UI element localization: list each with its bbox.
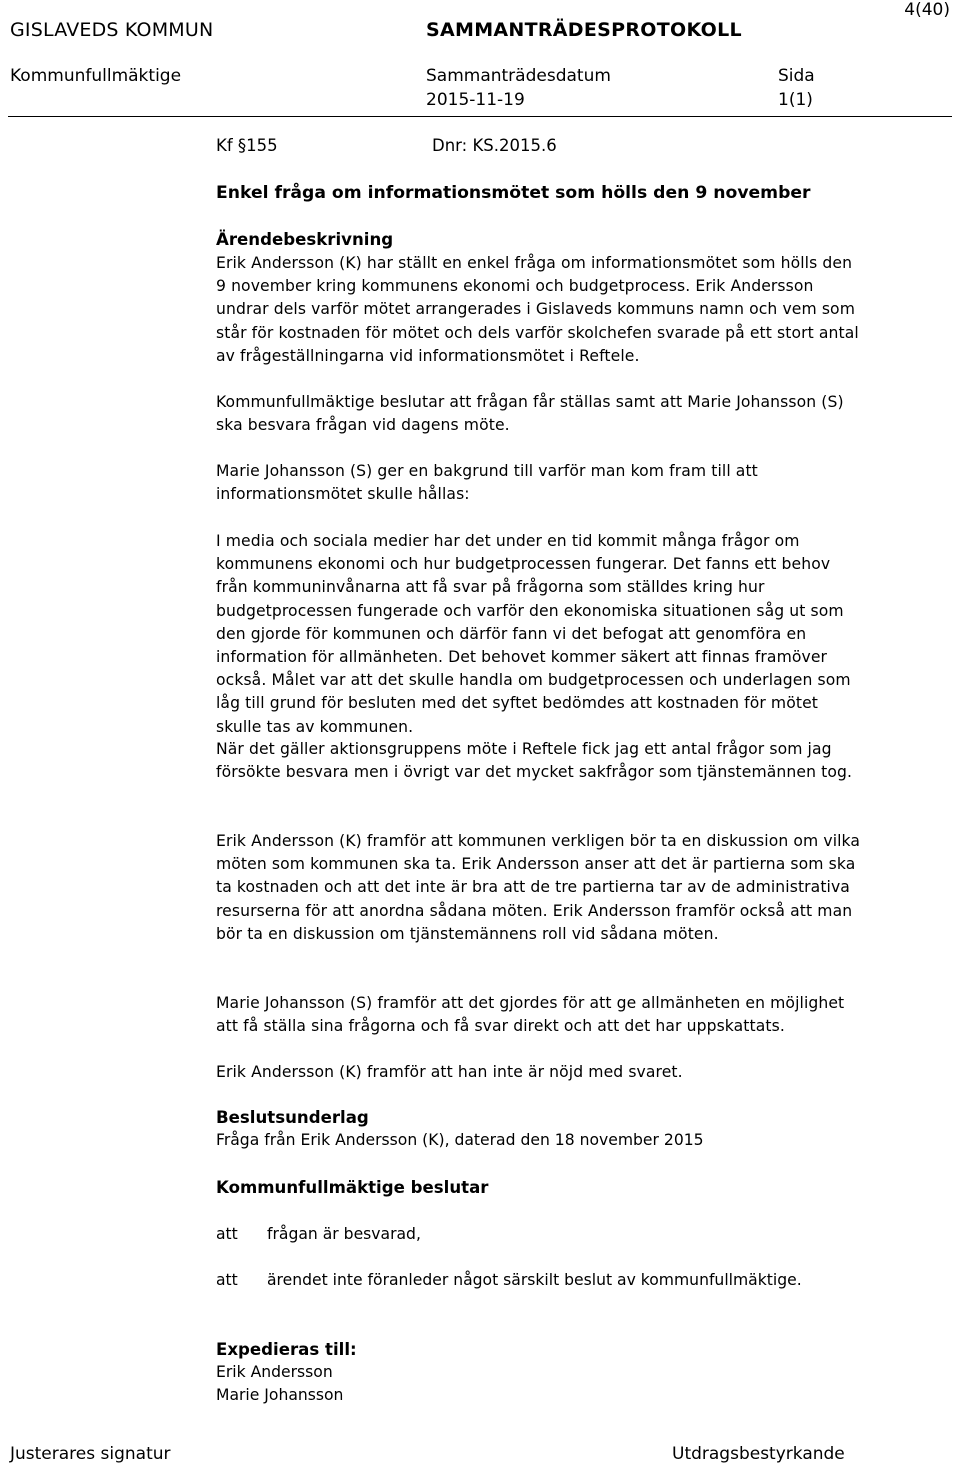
meeting-date-label: Sammanträdesdatum: [426, 66, 611, 86]
paragraph-text: Erik Andersson (K) har ställt en enkel fråga om informationsmötet som hölls den 9 november kring kommunens ekonomi och budgetprocess. Erik Andersson undrar dels varför mötet arrangerades i Gislaveds kommuns namn och vem som står för kostnaden för mötet och dels varför skolchefen svarade på ett stort antal av frågeställningarna vid informationsmötet i Reftele.: [216, 254, 859, 365]
paragraph-text: Marie Johansson (S) framför att det gjordes för att ge allmänheten en möjlighet att få ställa sina frågorna och få svar direkt och att det har uppskattats.: [216, 994, 845, 1036]
document-type: SAMMANTRÄDESPROTOKOLL: [426, 19, 742, 41]
meeting-date-value: 2015-11-19: [426, 90, 525, 110]
case-number: Kf §155: [216, 136, 278, 155]
dispatch-recipient: Erik Andersson: [216, 1363, 333, 1381]
paragraph-text: Kommunfullmäktige beslutar att frågan får ställas samt att Marie Johansson (S) ska besvara frågan vid dagens möte.: [216, 393, 844, 435]
body-label: Kommunfullmäktige: [10, 66, 182, 86]
paragraph-text: I media och sociala medier har det under en tid kommit många frågor om kommunens ekonomi och hur budgetprocessen fungerar. Det fanns ett behov från kommuninvånarna att få svar på frågorna som ställdes kring hur budgetprocessen fungerade och varför den ekonomiska situationen såg ut som den gjorde för kommunen och därför fann vi det befogat att genomföra en information för allmänheten. Det behovet kommer säkert att finnas framöver också. Målet var att det skulle handla om budgetprocessen och underlagen som låg till grund för besluten med det syftet bedömdes att kostnaden för mötet skulle tas av kommunen.: [216, 532, 851, 736]
description-paragraph-6: [216, 830, 866, 946]
page-label: Sida: [778, 66, 815, 86]
case-dnr: Dnr: KS.2015.6: [432, 136, 557, 155]
description-paragraph-3: [216, 460, 866, 506]
description-paragraph-5: [216, 738, 866, 784]
signature-label: Justerares signatur: [10, 1444, 171, 1464]
decision-item: [216, 1271, 802, 1289]
description-paragraph-7: [216, 992, 866, 1038]
page-counter: 4(40): [904, 0, 950, 20]
paragraph-text: Erik Andersson (K) framför att han inte är nöjd med svaret.: [216, 1063, 683, 1081]
dispatch-recipient: Marie Johansson: [216, 1386, 344, 1404]
paragraph-text: Erik Andersson (K) framför att kommunen verkligen bör ta en diskussion om vilka möten som kommunen ska ta. Erik Andersson anser att det är partierna som ska ta kostnaden och att det inte är bra att de tre partierna tar av de administrativa resurserna för att anordna sådana möten. Erik Andersson framför också att man bör ta en diskussion om tjänstemännens roll vid sådana möten.: [216, 832, 861, 943]
header-divider: [8, 116, 952, 117]
description-paragraph-1: [216, 252, 866, 368]
basis-heading: Beslutsunderlag: [216, 1108, 369, 1127]
basis-text: Fråga från Erik Andersson (K), daterad den 18 november 2015: [216, 1131, 704, 1149]
decision-text: frågan är besvarad,: [267, 1225, 421, 1243]
certification-label: Utdragsbestyrkande: [672, 1444, 845, 1464]
description-paragraph-8: [216, 1061, 866, 1084]
dispatch-heading: Expedieras till:: [216, 1340, 357, 1359]
description-heading: Ärendebeskrivning: [216, 230, 394, 249]
decision-text: ärendet inte föranleder något särskilt beslut av kommunfullmäktige.: [267, 1271, 802, 1289]
municipality-name: GISLAVEDS KOMMUN: [10, 19, 214, 41]
decision-prefix: att: [216, 1271, 238, 1289]
paragraph-text: När det gäller aktionsgruppens möte i Reftele fick jag ett antal frågor som jag försökte besvara men i övrigt var det mycket sakfrågor som tjänstemännen tog.: [216, 740, 853, 782]
case-title: Enkel fråga om informationsmötet som hölls den 9 november: [216, 183, 811, 203]
decision-prefix: att: [216, 1225, 238, 1243]
paragraph-text: Marie Johansson (S) ger en bakgrund till varför man kom fram till att informationsmötet skulle hållas:: [216, 462, 758, 504]
description-paragraph-2: [216, 391, 866, 437]
decision-item: [216, 1225, 421, 1243]
decision-heading: Kommunfullmäktige beslutar: [216, 1178, 489, 1197]
page-value: 1(1): [778, 90, 813, 110]
description-paragraph-4: [216, 530, 866, 739]
